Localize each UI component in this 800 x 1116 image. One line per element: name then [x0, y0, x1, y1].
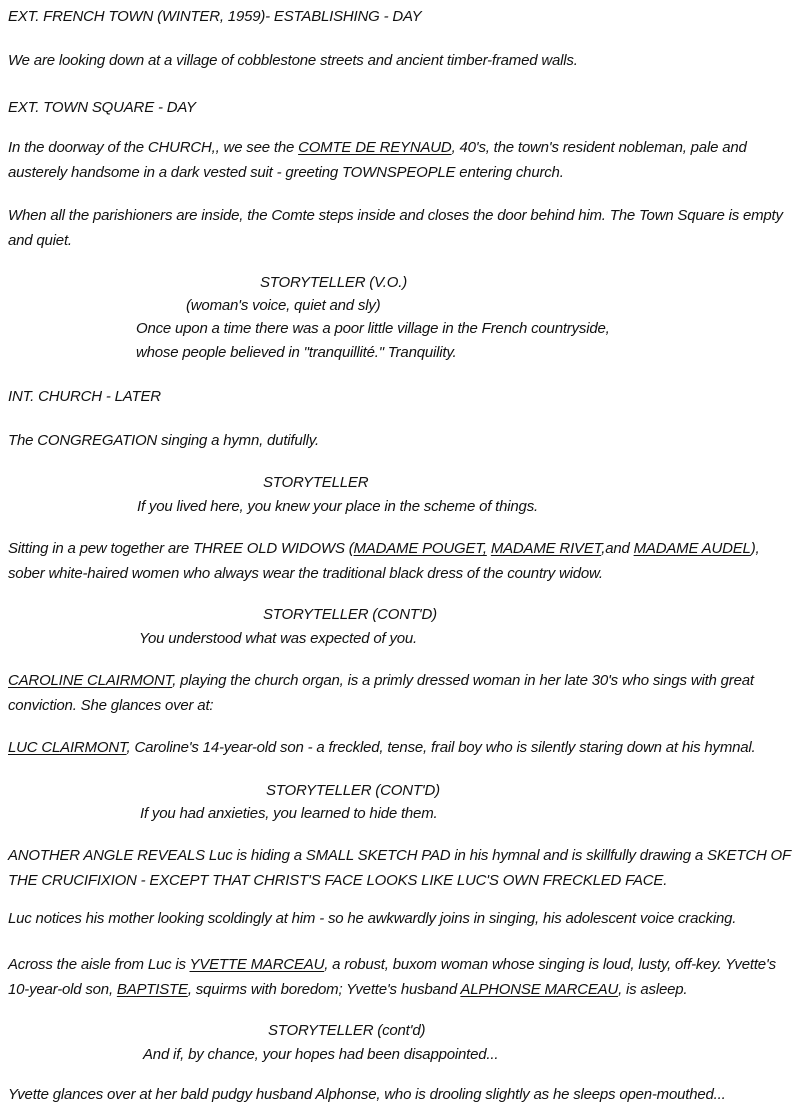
character-cue: STORYTELLER (CONT'D) [263, 606, 437, 623]
character-intro: CAROLINE CLAIRMONT [8, 672, 173, 689]
character-intro: YVETTE MARCEAU [189, 956, 325, 973]
action-line: We are looking down at a village of cobblestone streets and ancient timber-framed walls. [8, 52, 578, 69]
character-intro: BAPTISTE [116, 981, 188, 998]
dialogue-line: You understood what was expected of you. [139, 630, 418, 647]
action-line: Sitting in a pew together are THREE OLD WIDOWS (MADAME POUGET, MADAME RIVET,and MADAME AUDEL), sober white-haired women who always wear the traditional black dress of the country widow. [8, 540, 760, 582]
action-line: CAROLINE CLAIRMONT, playing the church organ, is a primly dressed woman in her late 30's who sings with great conviction. She glances over at: [8, 672, 754, 714]
action-line: Across the aisle from Luc is YVETTE MARCEAU, a robust, buxom woman whose singing is loud, lusty, off-key. Yvette's 10-year-old son, BAPTISTE, squirms with boredom; Yvette's husband ALPHONSE MARCEAU, is asleep. [8, 956, 776, 998]
action-line: The CONGREGATION singing a hymn, dutifully. [8, 432, 319, 449]
scene-heading: EXT. TOWN SQUARE - DAY [8, 99, 196, 116]
scene-heading: EXT. FRENCH TOWN (WINTER, 1959)- ESTABLISHING - DAY [8, 8, 422, 25]
dialogue-line: If you had anxieties, you learned to hide them. [140, 805, 438, 822]
action-line: In the doorway of the CHURCH,, we see the COMTE DE REYNAUD, 40's, the town's resident nobleman, pale and austerely handsome in a dark vested suit - greeting TOWNSPEOPLE entering church. [8, 139, 747, 181]
character-cue: STORYTELLER (CONT'D) [266, 782, 440, 799]
dialogue-line: If you lived here, you knew your place in the scheme of things. [137, 498, 538, 515]
parenthetical: (woman's voice, quiet and sly) [186, 297, 381, 314]
character-intro: MADAME AUDEL [633, 540, 751, 557]
character-cue: STORYTELLER (cont'd) [268, 1022, 426, 1039]
character-intro: MADAME POUGET, [353, 540, 487, 557]
dialogue-line: And if, by chance, your hopes had been disappointed... [143, 1046, 499, 1063]
character-intro: LUC CLAIRMONT [8, 739, 127, 756]
character-intro: COMTE DE REYNAUD [298, 139, 452, 156]
character-cue: STORYTELLER (V.O.) [260, 274, 407, 291]
action-line: Luc notices his mother looking scoldingly at him - so he awkwardly joins in singing, his adolescent voice cracking. [8, 910, 737, 927]
dialogue-line: Once upon a time there was a poor little village in the French countryside, [136, 320, 610, 337]
action-line: ANOTHER ANGLE REVEALS Luc is hiding a SMALL SKETCH PAD in his hymnal and is skillfully drawing a SKETCH OF THE CRUCIFIXION - EXCEPT THAT CHRIST'S FACE LOOKS LIKE LUC'S OWN FRECKLED FACE. [8, 847, 791, 889]
action-line: LUC CLAIRMONT, Caroline's 14-year-old son - a freckled, tense, frail boy who is silently staring down at his hymnal. [8, 739, 756, 756]
character-intro: ALPHONSE MARCEAU [460, 981, 619, 998]
character-intro: MADAME RIVET [490, 540, 602, 557]
dialogue-line: whose people believed in "tranquillité." Tranquility. [136, 344, 457, 361]
scene-heading: INT. CHURCH - LATER [8, 388, 161, 405]
character-cue: STORYTELLER [263, 474, 369, 491]
action-line: When all the parishioners are inside, the Comte steps inside and closes the door behind him. The Town Square is empty and quiet. [8, 207, 783, 249]
action-line: Yvette glances over at her bald pudgy husband Alphonse, who is drooling slightly as he sleeps open-mouthed... [8, 1086, 726, 1103]
